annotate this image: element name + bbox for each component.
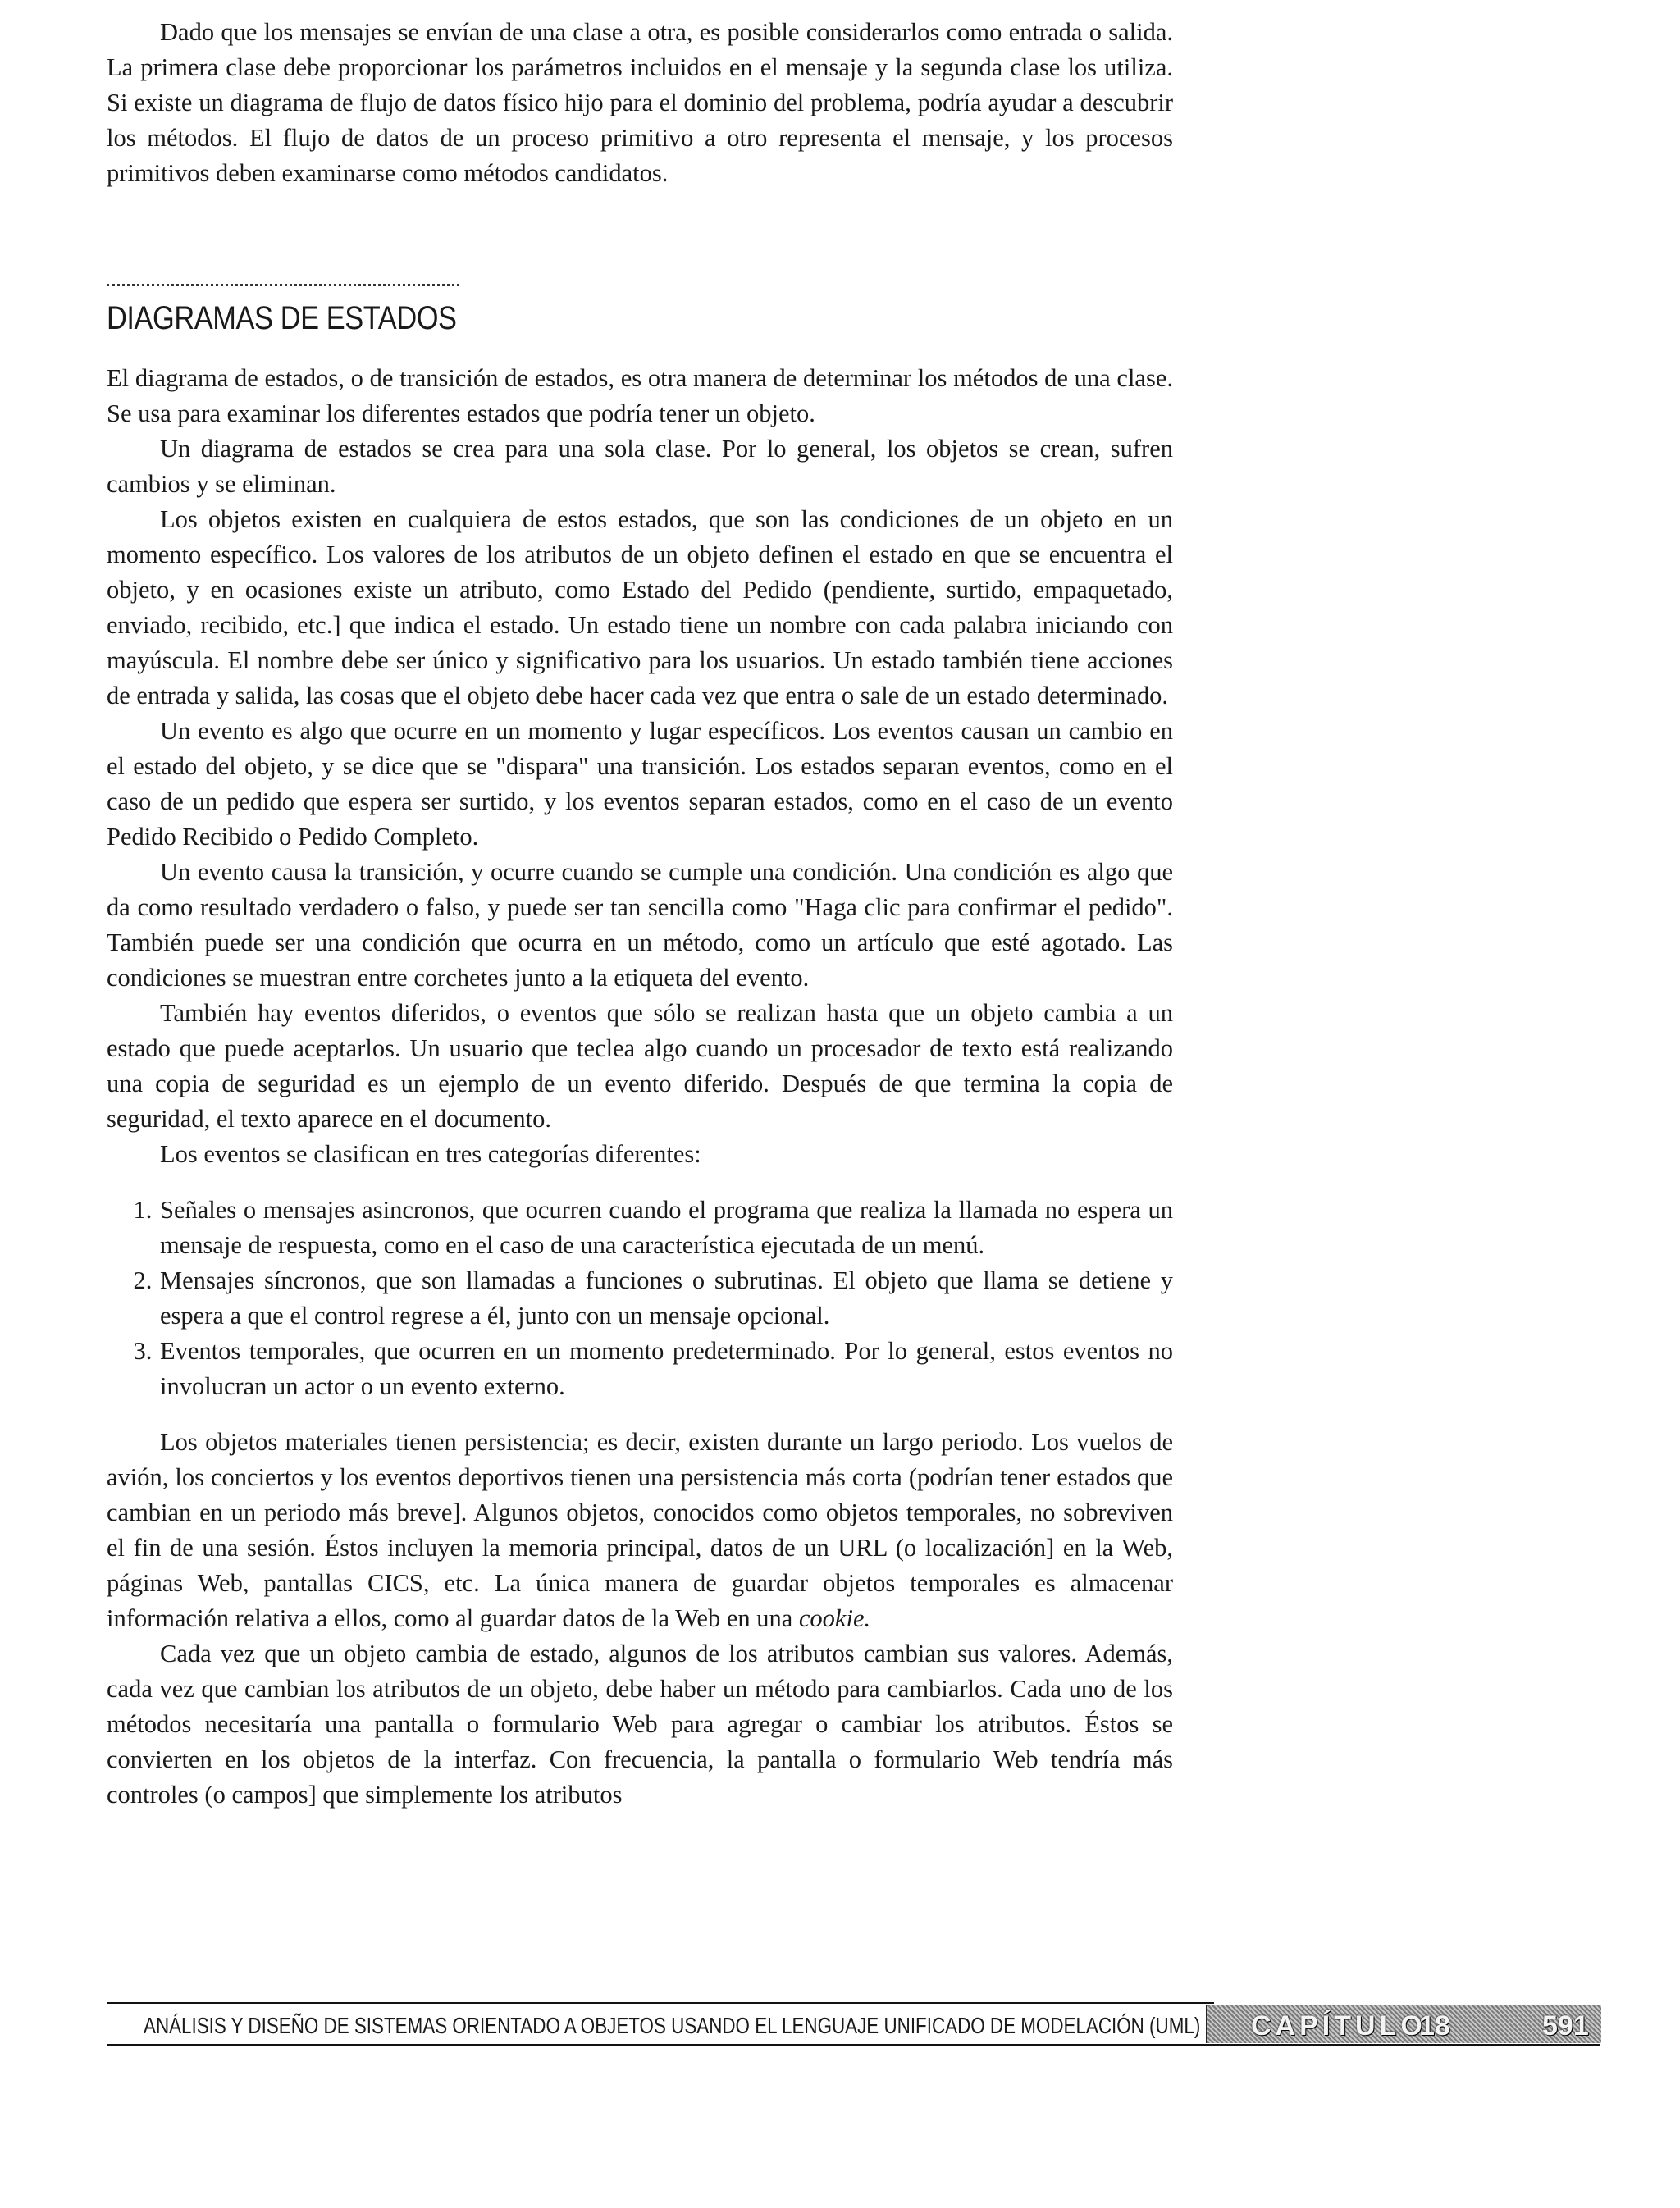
list-item: 1. Señales o mensajes asincronos, que ocurren cuando el programa que realiza la llamada no espera un mensaje de respuesta, como en el caso de una característica ejecutada de un menú. bbox=[158, 1193, 1173, 1263]
paragraph-event-categories: Los eventos se clasifican en tres categorías diferentes: bbox=[160, 1140, 701, 1168]
paragraph-persistence bbox=[107, 1425, 1173, 1636]
section-body bbox=[107, 361, 1173, 1813]
paragraph-events: Un evento es algo que ocurre en un momento y lugar específicos. Los eventos causan un cambio en el estado del objeto, y se dice que se "dispara" una transición. Los estados separan eventos, como en el caso de un pedido que espera ser surtido, y los eventos separan estados, como en el caso de un evento Pedido Recibido o Pedido Completo. bbox=[107, 717, 1173, 851]
footer-rule-top bbox=[107, 2002, 1214, 2004]
paragraph-deferred-events: También hay eventos diferidos, o eventos que sólo se realizan hasta que un objeto cambia a un estado que puede aceptarlos. Un usuario que teclea algo cuando un procesador de texto está realizando una copia de seguridad es un ejemplo de un evento diferido. Después de que termina la copia de seguridad, el texto aparece en el documento. bbox=[107, 999, 1173, 1133]
footer-rule-bottom bbox=[107, 2044, 1600, 2046]
paragraph-state-diagram-definition: El diagrama de estados, o de transición de estados, es otra manera de determinar los métodos de una clase. Se usa para examinar los diferentes estados que podría tener un objeto. bbox=[107, 364, 1173, 427]
paragraph-interface-objects: Cada vez que un objeto cambia de estado, algunos de los atributos cambian sus valores. Además, cada vez que cambian los atributos de un objeto, debe haber un método para cambiarlos. Cada uno de los métodos necesitaría una pantalla o formulario Web para agregar o cambiar los atributos. Éstos se convierten en los objetos de la interfaz. Con frecuencia, la pantalla o formulario Web tendría más controles (o campos] que simplemente los atributos bbox=[107, 1640, 1173, 1809]
persistence-text: Los objetos materiales tienen persistencia; es decir, existen durante un largo periodo. Los vuelos de avión, los conciertos y los eventos deportivos tienen una persistencia más corta (podrían tener estados que cambian en un periodo más breve]. Algunos objetos, conocidos como objetos temporales, no sobreviven el fin de una sesión. Éstos incluyen la memoria principal, datos de un URL (o localización] en la Web, páginas Web, pantallas CICS, etc. La única manera de guardar objetos temporales es almacenar información relativa a ellos, como al guardar datos de la Web en una bbox=[107, 1428, 1173, 1632]
event-categories-list bbox=[107, 1193, 1173, 1404]
footer-book-title: ANÁLISIS Y DISEÑO DE SISTEMAS ORIENTADO A OBJETOS USANDO EL LENGUAJE UNIFICADO DE MODELACIÓN (UML) bbox=[144, 2013, 1201, 2038]
paragraph-conditions: Un evento causa la transición, y ocurre cuando se cumple una condición. Una condición es algo que da como resultado verdadero o falso, y puede ser tan sencilla como "Haga clic para confirmar el pedido". También puede ser una condición que ocurra en un método, como un artículo que esté agotado. Las condiciones se muestran entre corchetes junto a la etiqueta del evento. bbox=[107, 858, 1173, 992]
intro-paragraph: Dado que los mensajes se envían de una clase a otra, es posible considerarlos como entrada o salida. La primera clase debe proporcionar los parámetros incluidos en el mensaje y la segunda clase los utiliza. Si existe un diagrama de flujo de datos físico hijo para el dominio del problema, podría ayudar a descubrir los métodos. El flujo de datos de un proceso primitivo a otro representa el mensaje, y los procesos primitivos deben examinarse como métodos candidatos. bbox=[107, 18, 1173, 187]
list-item: 3. Eventos temporales, que ocurren en un momento predeterminado. Por lo general, estos eventos no involucran un actor o un evento externo. bbox=[158, 1334, 1173, 1404]
chapter-number: 18 bbox=[1419, 2010, 1450, 2041]
section-divider bbox=[107, 284, 459, 286]
list-item: 2. Mensajes síncronos, que son llamadas a funciones o subrutinas. El objeto que llama se detiene y espera a que el control regrese a él, junto con un mensaje opcional. bbox=[158, 1263, 1173, 1334]
section-title: DIAGRAMAS DE ESTADOS bbox=[107, 300, 457, 336]
page-number: 591 bbox=[1542, 2010, 1589, 2041]
chapter-label: CAPÍTULO bbox=[1251, 2010, 1427, 2041]
paragraph-object-states: Los objetos existen en cualquiera de estos estados, que son las condiciones de un objeto en un momento específico. Los valores de los atributos de un objeto definen el estado en que se encuentra el objeto, y en ocasiones existe un atributo, como Estado del Pedido (pendiente, surtido, empaquetado, enviado, recibido, etc.] que indica el estado. Un estado tiene un nombre con cada palabra iniciando con mayúscula. El nombre debe ser único y significativo para los usuarios. Un estado también tiene acciones de entrada y salida, las cosas que el objeto debe hacer cada vez que entra o sale de un estado determinado. bbox=[107, 505, 1173, 709]
intro-block bbox=[107, 15, 1173, 191]
cookie-term: cookie. bbox=[798, 1604, 871, 1632]
paragraph-single-class: Un diagrama de estados se crea para una sola clase. Por lo general, los objetos se crean, sufren cambios y se eliminan. bbox=[107, 435, 1173, 498]
